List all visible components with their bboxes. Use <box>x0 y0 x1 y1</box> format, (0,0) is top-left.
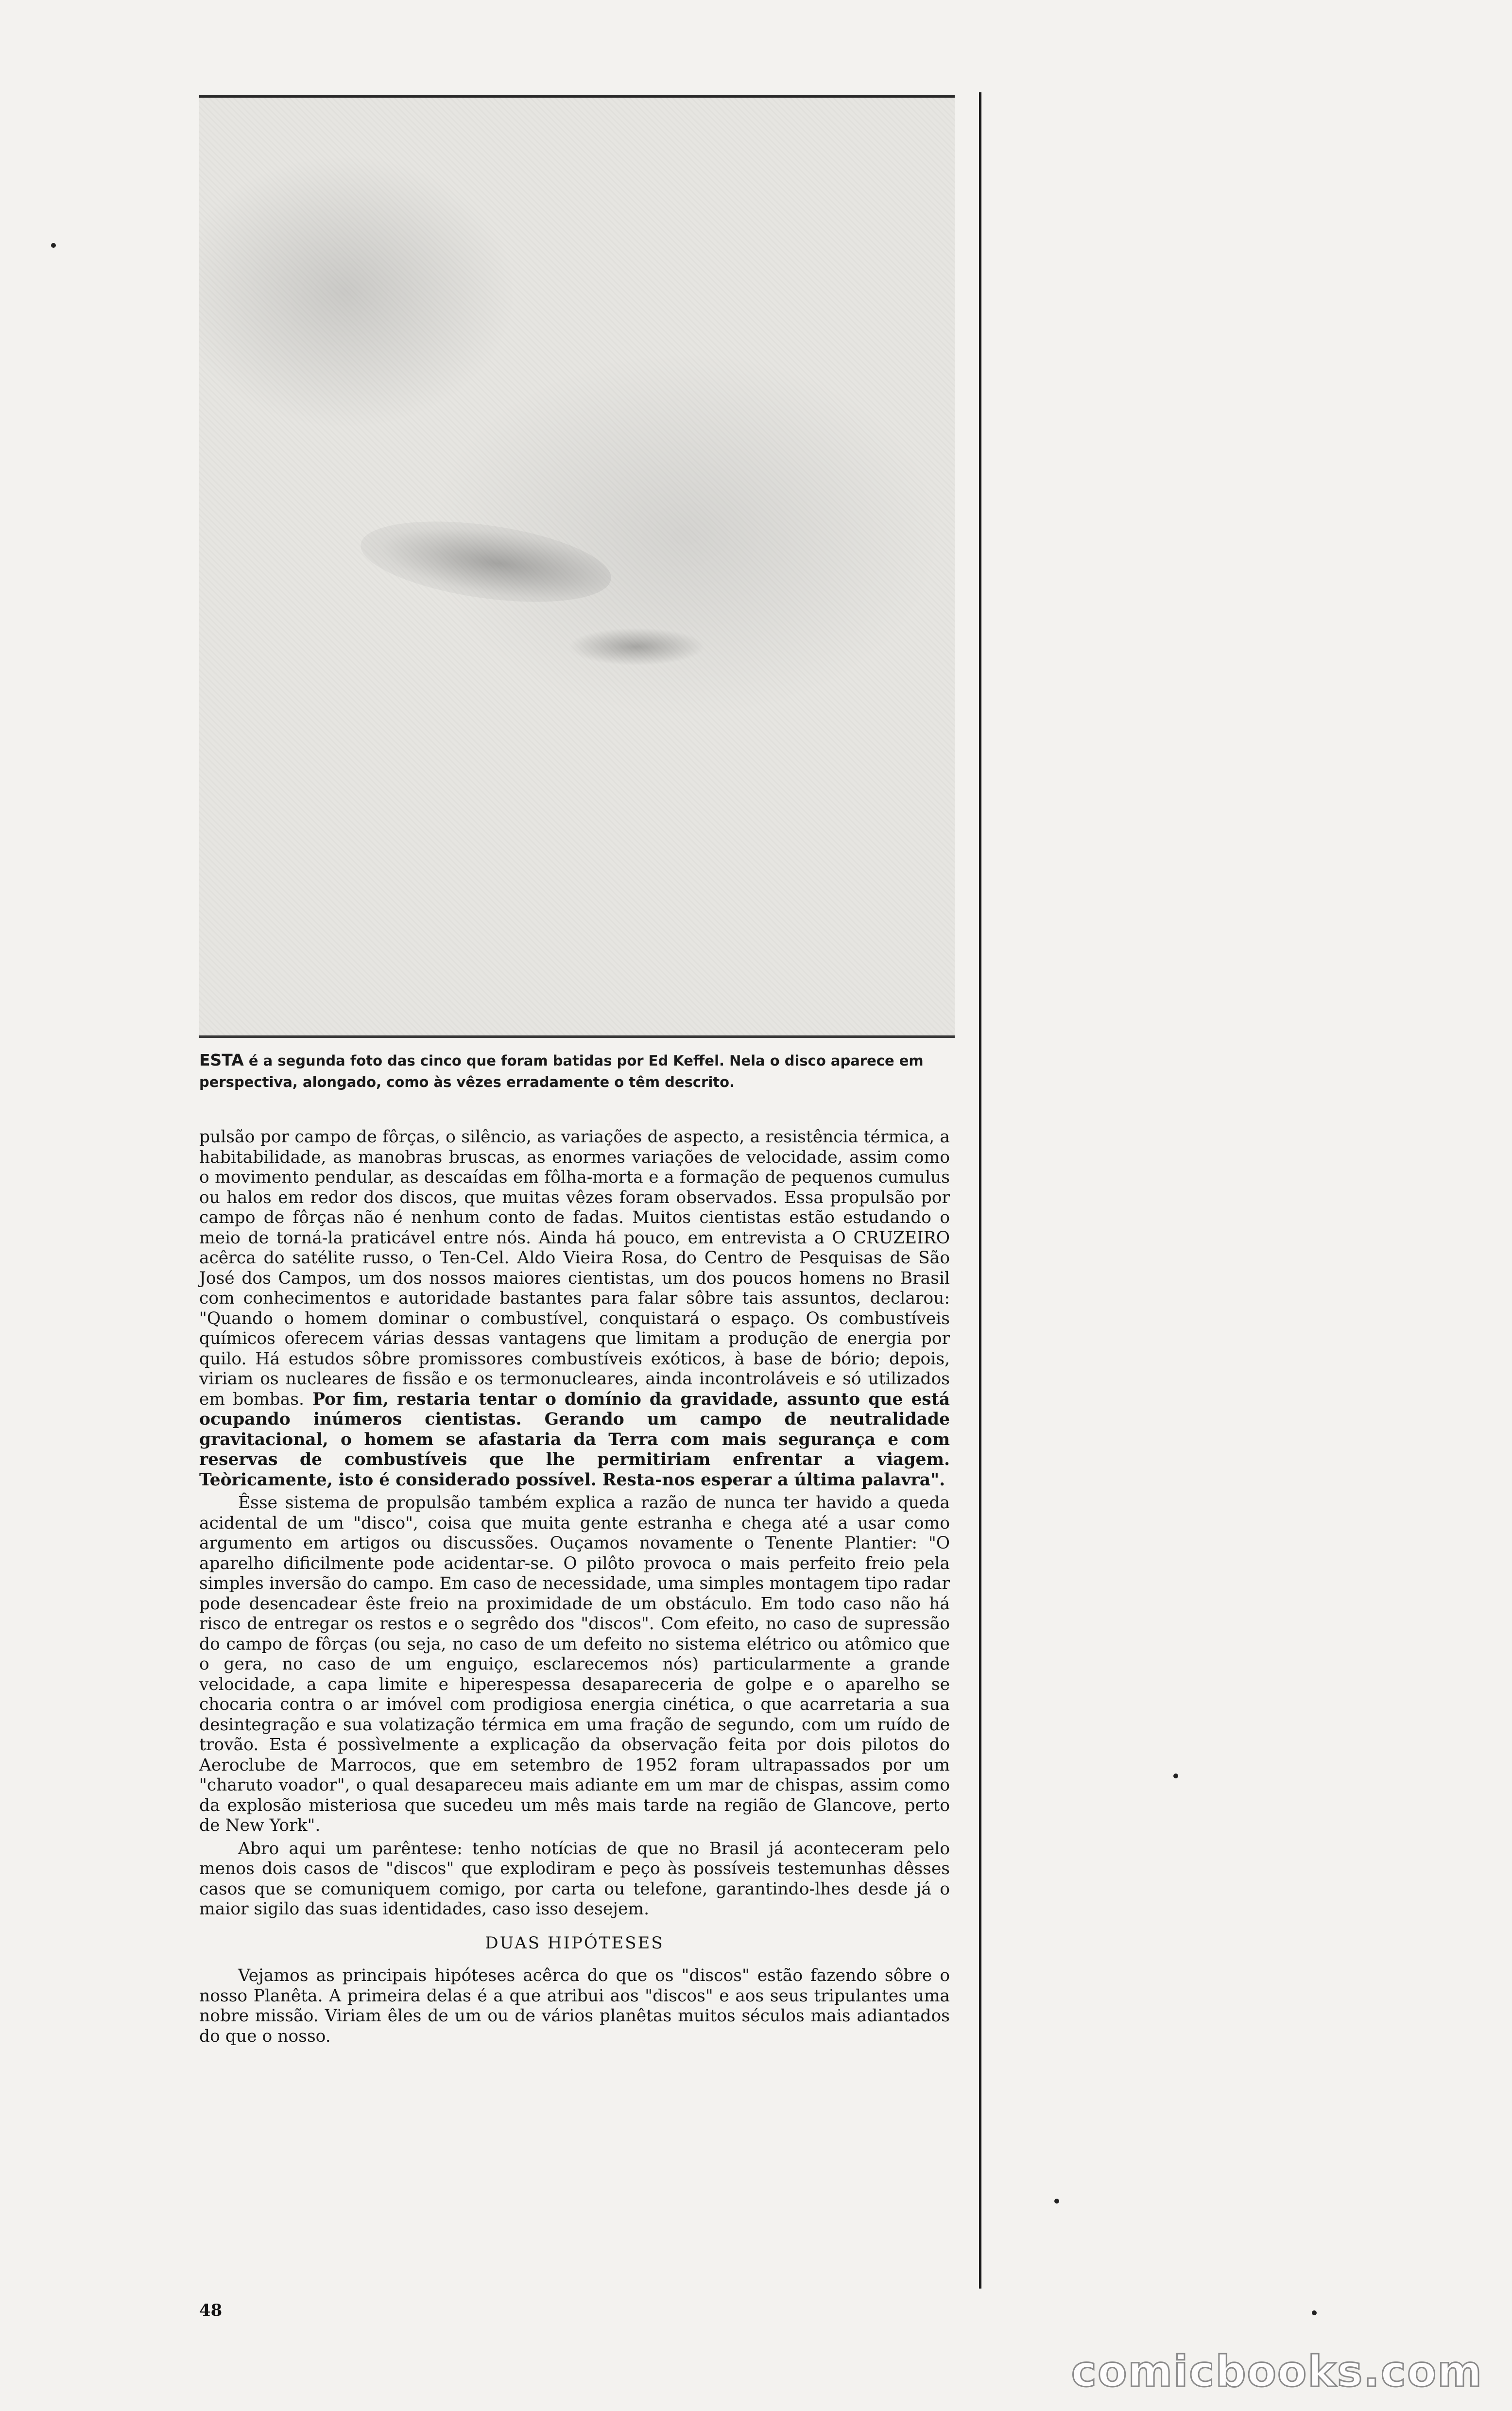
ufo-photograph <box>199 95 955 1038</box>
photo-caption <box>199 1050 955 1093</box>
paragraph-3: Abro aqui um parêntese: tenho notícias de que no Brasil já aconteceram pelo menos dois casos de "discos" que explodiram e peço às possíveis testemunhas dêsses casos que se comuniquem comigo, por carta ou telefone, garantindo-lhes desde já o maior sigilo das suas identidades, caso isso desejem. <box>199 1839 950 1919</box>
paragraph-4: Vejamos as principais hipóteses acêrca do que os "discos" estão fazendo sôbre o nosso Planêta. A primeira delas é a que atribui aos "discos" e aos seus tripulantes uma nobre missão. Viriam êles de um ou de vários planêtas muitos séculos mais adiantados do que o nosso. <box>199 1966 950 2046</box>
dust-speck <box>1054 2199 1059 2204</box>
dust-speck <box>51 243 56 248</box>
dust-speck <box>1312 2310 1317 2315</box>
paragraph-1-bold: Por fim, restaria tentar o domínio da gravidade, assunto que está ocupando inúmeros cientistas. Gerando um campo de neutralidade gravitacional, o homem se afastaria da Terra com mais segurança e com reservas de combustíveis que lhe permitiriam enfrentar a viagem. Teòricamente, isto é considerado possível. Resta-nos esperar a última palavra". <box>199 1389 950 1490</box>
paragraph-2: Êsse sistema de propulsão também explica a razão de nunca ter havido a queda acidental de um "disco", coisa que muita gente estranha e chega até a usar como argumento em artigos ou discussões. Ouçamos novamente o Tenente Plantier: "O aparelho dificilmente pode acidentar-se. O pilôto provoca o mais perfeito freio pela simples inversão do campo. Em caso de necessidade, uma simples montagem tipo radar pode desencadear êste freio na proximidade de um obstáculo. Em todo caso não há risco de entregar os restos e o segrêdo dos "discos". Com efeito, no caso de supressão do campo de fôrças (ou seja, no caso de um defeito no sistema elétrico ou atômico que o gera, no caso de um enguiço, esclarecemos nós) particularmente a grande velocidade, a capa limite e hiperespessa desapareceria de golpe e o aparelho se chocaria contra o ar imóvel com prodigiosa energia cinética, o que acarretaria a sua desintegração e sua volatização térmica em uma fração de segundo, com um ruído de trovão. Esta é possìvelmente a explicação da observação feita por dois pilotos do Aeroclube de Marrocos, que em setembro de 1952 foram ultrapassados por um "charuto voador", o qual desapareceu mais adiante em um mar de chispas, assim como da explosão misteriosa que sucedeu um mês mais tarde na região de Glancove, perto de New York". <box>199 1493 950 1835</box>
section-heading: DUAS HIPÓTESES <box>485 1933 664 1953</box>
caption-text: é a segunda foto das cinco que foram batidas por Ed Keffel. Nela o disco aparece em perspectiva, alongado, como às vêzes erradamente o têm descrito. <box>199 1052 924 1090</box>
dust-speck <box>1173 1774 1178 1778</box>
disc-object <box>356 508 616 616</box>
paragraph-1 <box>199 1127 950 1490</box>
caption-lead: ESTA <box>199 1051 244 1069</box>
site-watermark: comicbooks.com <box>1071 2346 1483 2396</box>
page-column <box>199 85 972 2320</box>
paragraph-1-plain: pulsão por campo de fôrças, o silêncio, as variações de aspecto, a resistência térmica, a habitabilidade, as manobras bruscas, as enormes variações de velocidade, assim como o movimento pendular, as descaídas em fôlha-morta e a formação de pequenos cumulus ou halos em redor dos discos, que muitas vêzes foram observados. Essa propulsão por campo de fôrças não é nenhum conto de fadas. Muitos cientistas estão estudando o meio de torná-la praticável entre nós. Ainda há pouco, em entrevista a O CRUZEIRO acêrca do satélite russo, o Ten-Cel. Aldo Vieira Rosa, do Centro de Pesquisas de São José dos Campos, um dos nossos maiores cientistas, um dos poucos homens no Brasil com conhecimentos e autoridade bastantes para falar sôbre tais assuntos, declarou: "Quando o homem dominar o combustível, conquistará o espaço. Os combustíveis químicos oferecem várias dessas vantagens que limitam a produção de energia por quilo. Há estudos sôbre promissores combustíveis exóticos, à base de bório; depois, viriam os nucleares de fissão e os termonucleares, ainda incontroláveis e só utilizados em bombas. <box>199 1127 950 1409</box>
column-rule <box>979 92 981 2289</box>
article-body <box>199 1127 950 2049</box>
page-number: 48 <box>199 2301 223 2320</box>
